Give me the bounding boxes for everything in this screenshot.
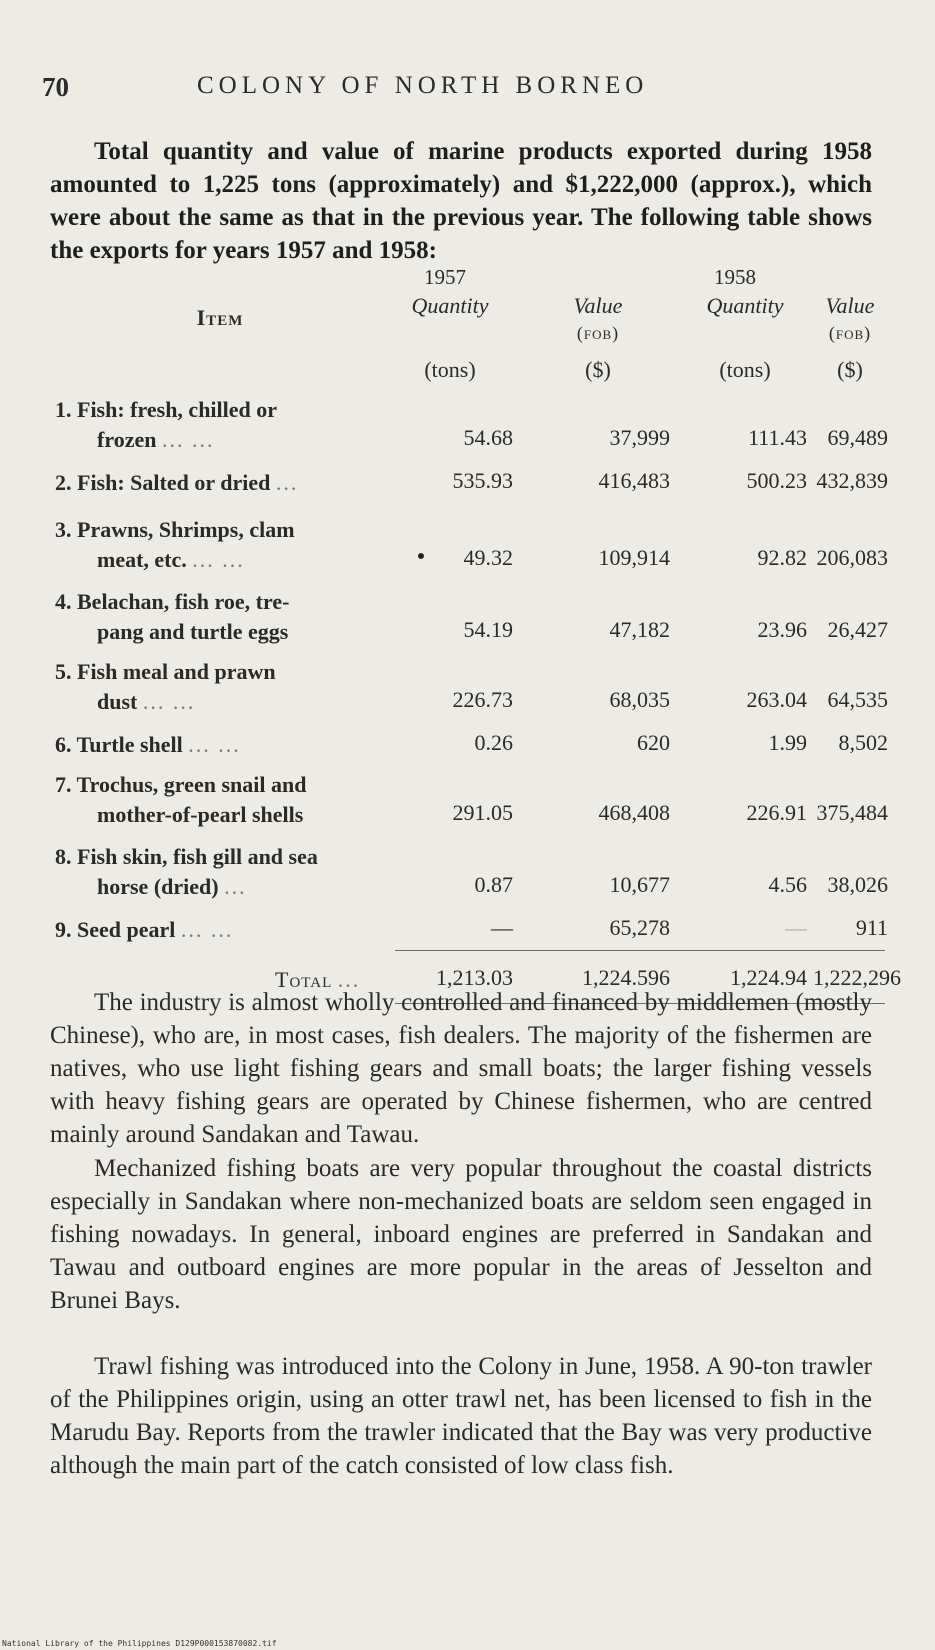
cell-quantity-1957: 54.68 <box>463 425 513 450</box>
year-1957-header: 1957 <box>424 265 466 289</box>
row-item-label: 8. Fish skin, fish gill and sea horse (dried) ... <box>55 844 318 899</box>
total-rule-top <box>395 950 885 951</box>
cell-quantity-1958: 500.23 <box>746 468 807 493</box>
cell-value-1958: 26,427 <box>827 617 888 642</box>
tons-unit-1957: (tons) <box>424 357 476 382</box>
total-quantity-1958: 1,224.94 <box>730 965 807 990</box>
cell-value-1957: 10,677 <box>609 872 670 897</box>
cell-quantity-1957: 49.32 <box>463 545 513 570</box>
body-paragraph-mechanized: Mechanized fishing boats are very popular throughout the coastal districts especially in Sandakan where non-mechanized boats are seldom seen engaged in fishing nowadays. In general, inboard engines are preferred in Sandakan and Tawau and outboard engines are more popular in the areas of Jesselton and Brunei Bays. <box>50 1155 872 1314</box>
cell-quantity-1958: 226.91 <box>746 800 807 825</box>
cell-quantity-1957: 291.05 <box>452 800 513 825</box>
scan-footer: National Library of the Philippines D129P000153870082.tif <box>2 1639 277 1648</box>
cell-quantity-1957: 0.26 <box>474 730 513 755</box>
cell-quantity-1958: 4.56 <box>768 872 807 897</box>
tons-unit-1958: (tons) <box>719 357 771 382</box>
cell-quantity-1958: 263.04 <box>746 687 807 712</box>
quantity-1958-header: Quantity <box>706 293 784 318</box>
cell-value-1958: 8,502 <box>838 730 888 755</box>
page-number: 70 <box>42 72 69 102</box>
cell-value-1957: 468,408 <box>598 800 670 825</box>
cell-quantity-1957: 535.93 <box>452 468 513 493</box>
cell-value-1958: 69,489 <box>827 425 888 450</box>
total-value-1957: 1,224.596 <box>582 965 670 990</box>
cell-quantity-1958: 92.82 <box>757 545 807 570</box>
page-header <box>42 72 902 112</box>
row-item-label: 1. Fish: fresh, chilled or frozen ... ... <box>55 397 278 452</box>
intro-paragraph: Total quantity and value of marine products exported during 1958 amounted to 1,225 tons (approximately) and $1,222,000 (approx.), which were about the same as that in the previous year. The following table shows the exports for years 1957 and 1958: <box>50 138 872 264</box>
row-item-label: 4. Belachan, fish roe, tre- pang and turtle eggs <box>55 589 290 644</box>
running-title: COLONY OF NORTH BORNEO <box>197 72 649 99</box>
body-paragraph-industry: The industry is almost wholly controlled and financed by middlemen (mostly Chinese), who are, in most cases, fish dealers. The majority of the fishermen are natives, who use light fishing gears and small boats; the larger fishing vessels with heavy fishing gears are operated by Chinese fishermen, who are centred mainly around Sandakan and Tawau. <box>50 989 872 1148</box>
cell-quantity-1958: 1.99 <box>768 730 807 755</box>
year-1958-header: 1958 <box>714 265 756 289</box>
cell-quantity-1958: — <box>785 915 807 940</box>
cell-value-1958: 206,083 <box>816 545 888 570</box>
cell-value-1958: 911 <box>855 915 888 940</box>
fob-1958-label: (fob) <box>828 323 872 343</box>
total-value-1958: 1,222,296 <box>813 965 901 990</box>
cell-value-1958: 64,535 <box>827 687 888 712</box>
total-label: Total ... <box>275 967 361 992</box>
cell-value-1957: 620 <box>637 730 670 755</box>
cell-value-1957: 47,182 <box>609 617 670 642</box>
cell-value-1957: 37,999 <box>609 425 670 450</box>
cell-quantity-1957: 226.73 <box>452 687 513 712</box>
cell-value-1957: 65,278 <box>609 915 670 940</box>
cell-value-1957: 109,914 <box>598 545 670 570</box>
body-paragraph-trawl: Trawl fishing was introduced into the Colony in June, 1958. A 90-ton trawler of the Philippines origin, using an otter trawl net, has been licensed to fish in the Marudu Bay. Reports from the trawler indicated that the Bay was very productive although the main part of the catch consisted of low class fish. <box>50 1353 872 1479</box>
cell-value-1957: 68,035 <box>609 687 670 712</box>
total-quantity-1957: 1,213.03 <box>436 965 513 990</box>
quantity-1957-header: Quantity <box>411 293 489 318</box>
cell-value-1958: 375,484 <box>816 800 888 825</box>
row-item-label: 3. Prawns, Shrimps, clam meat, etc. ... ... <box>55 517 295 572</box>
cell-quantity-1957: 54.19 <box>463 617 513 642</box>
cell-value-1958: 38,026 <box>827 872 888 897</box>
cell-quantity-1958: 23.96 <box>757 617 807 642</box>
item-column-header: Item <box>196 305 244 330</box>
ink-dot-mark <box>418 553 424 559</box>
row-item-label: 7. Trochus, green snail and mother-of-pearl shells <box>55 772 307 827</box>
cell-value-1958: 432,839 <box>816 468 888 493</box>
row-item-label: 2. Fish: Salted or dried ... <box>55 470 299 495</box>
dollar-unit-1958: ($) <box>837 357 863 382</box>
value-1957-header: Value <box>573 293 623 318</box>
value-1958-header: Value <box>825 293 875 318</box>
row-item-label: 9. Seed pearl ... ... <box>55 917 234 942</box>
dollar-unit-1957: ($) <box>585 357 611 382</box>
cell-quantity-1957: — <box>491 915 513 940</box>
cell-quantity-1958: 111.43 <box>748 425 807 450</box>
row-item-label: 5. Fish meal and prawn dust ... ... <box>55 659 276 714</box>
cell-value-1957: 416,483 <box>598 468 670 493</box>
cell-quantity-1957: 0.87 <box>474 872 513 897</box>
row-item-label: 6. Turtle shell ... ... <box>55 732 241 757</box>
fob-1957-label: (fob) <box>576 323 620 343</box>
